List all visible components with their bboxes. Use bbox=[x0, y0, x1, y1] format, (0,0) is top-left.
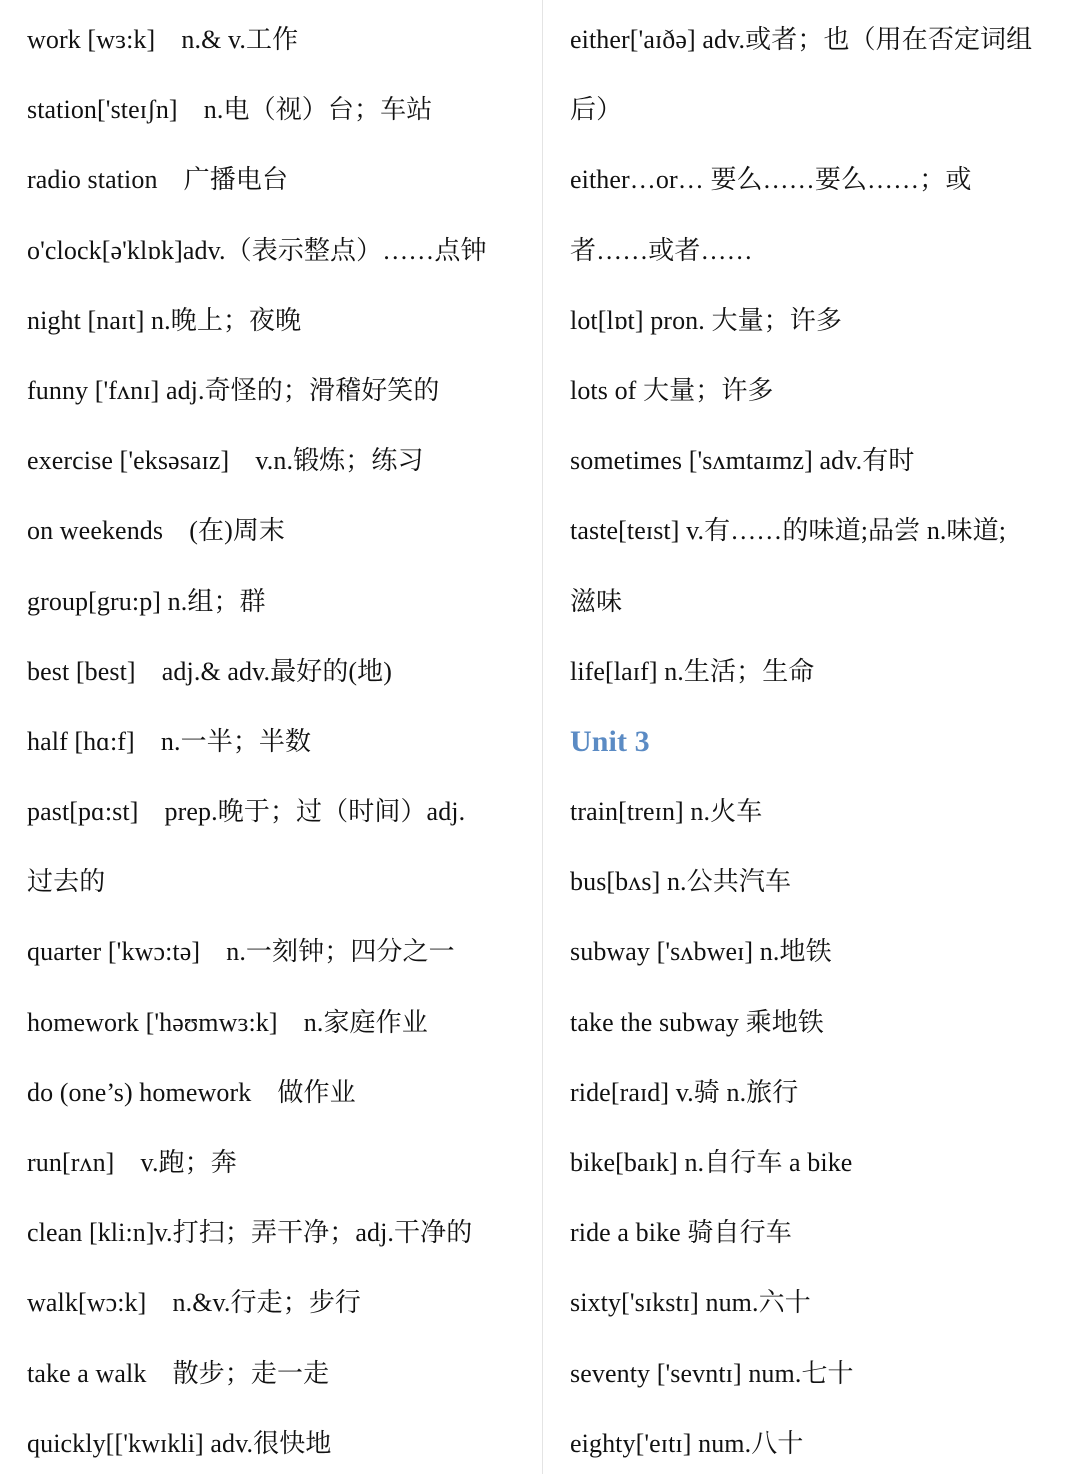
vocab-line: work [wɜ:k] n.& v.工作 bbox=[27, 25, 299, 54]
vocab-line: either…or… 要么……要么……；或 bbox=[570, 165, 972, 195]
column-divider bbox=[542, 0, 543, 1474]
vocab-line: walk[wɔ:k] n.&v.行走；步行 bbox=[27, 1288, 362, 1318]
vocab-line: take the subway 乘地铁 bbox=[570, 1007, 824, 1037]
vocab-line: on weekends (在)周末 bbox=[27, 516, 286, 546]
vocab-line: taste[teɪst] v.有……的味道;品尝 n.味道; bbox=[570, 516, 1007, 546]
vocab-line: quickly[['kwɪkli] adv.很快地 bbox=[27, 1428, 332, 1458]
vocab-line: ride[raɪd] v.骑 n.旅行 bbox=[570, 1077, 799, 1107]
vocab-line: do (one’s) homework 做作业 bbox=[27, 1077, 356, 1107]
vocab-line: half [hɑ:f] n.一半；半数 bbox=[27, 726, 312, 756]
vocab-line-continued: 过去的 bbox=[27, 867, 106, 897]
vocab-line: group[gru:p] n.组；群 bbox=[27, 586, 266, 616]
vocab-line: eighty['eɪtɪ] num.八十 bbox=[570, 1428, 804, 1458]
vocab-line: past[pɑ:st] prep.晚于；过（时间）adj. bbox=[27, 797, 466, 827]
vocab-line: sometimes ['sʌmtaɪmz] adv.有时 bbox=[570, 446, 915, 476]
right-column bbox=[570, 5, 1075, 1479]
vocab-line: life[laɪf] n.生活；生命 bbox=[570, 656, 815, 686]
vocab-line: radio station 广播电台 bbox=[27, 165, 289, 195]
vocab-line: run[rʌn] v.跑；奔 bbox=[27, 1148, 237, 1177]
vocab-line: best [best] adj.& adv.最好的(地) bbox=[27, 656, 393, 686]
vocab-line: either['aɪðə] adv.或者；也（用在否定词组 bbox=[570, 25, 1033, 54]
vocab-line: sixty['sɪkstɪ] num.六十 bbox=[570, 1288, 811, 1318]
unit-heading: Unit 3 bbox=[570, 724, 650, 758]
vocab-line: night [naɪt] n.晚上；夜晚 bbox=[27, 305, 302, 335]
vocab-line-continued: 者……或者…… bbox=[570, 235, 753, 265]
vocab-line: bus[bʌs] n.公共汽车 bbox=[570, 867, 792, 897]
vocab-line: lot[lɒt] pron. 大量；许多 bbox=[570, 305, 842, 335]
vocab-line-continued: 后） bbox=[570, 95, 623, 125]
vocab-line: ride a bike 骑自行车 bbox=[570, 1218, 792, 1248]
vocab-line: o'clock[ə'klɒk]adv.（表示整点）……点钟 bbox=[27, 235, 487, 265]
vocab-line: subway ['sʌbweɪ] n.地铁 bbox=[570, 937, 832, 967]
vocab-line: homework ['həʊmwɜ:k] n.家庭作业 bbox=[27, 1007, 428, 1037]
vocab-line: seventy ['sevntɪ] num.七十 bbox=[570, 1358, 854, 1388]
vocab-line-continued: 滋味 bbox=[570, 586, 623, 616]
vocab-line: bike[baɪk] n.自行车 a bike bbox=[570, 1148, 853, 1177]
vocab-line: quarter ['kwɔ:tə] n.一刻钟；四分之一 bbox=[27, 937, 455, 967]
vocab-line: clean [kli:n]v.打扫；弄干净；adj.干净的 bbox=[27, 1218, 473, 1248]
vocab-line: exercise ['eksəsaɪz] v.n.锻炼；练习 bbox=[27, 446, 424, 476]
vocab-line: train[treɪn] n.火车 bbox=[570, 797, 763, 827]
vocab-line: lots of 大量；许多 bbox=[570, 375, 774, 405]
left-column bbox=[27, 5, 527, 1479]
vocab-line: station['steɪʃn] n.电（视）台；车站 bbox=[27, 95, 433, 125]
vocab-line: take a walk 散步；走一走 bbox=[27, 1358, 330, 1388]
vocab-line: funny ['fʌnɪ] adj.奇怪的；滑稽好笑的 bbox=[27, 375, 440, 405]
